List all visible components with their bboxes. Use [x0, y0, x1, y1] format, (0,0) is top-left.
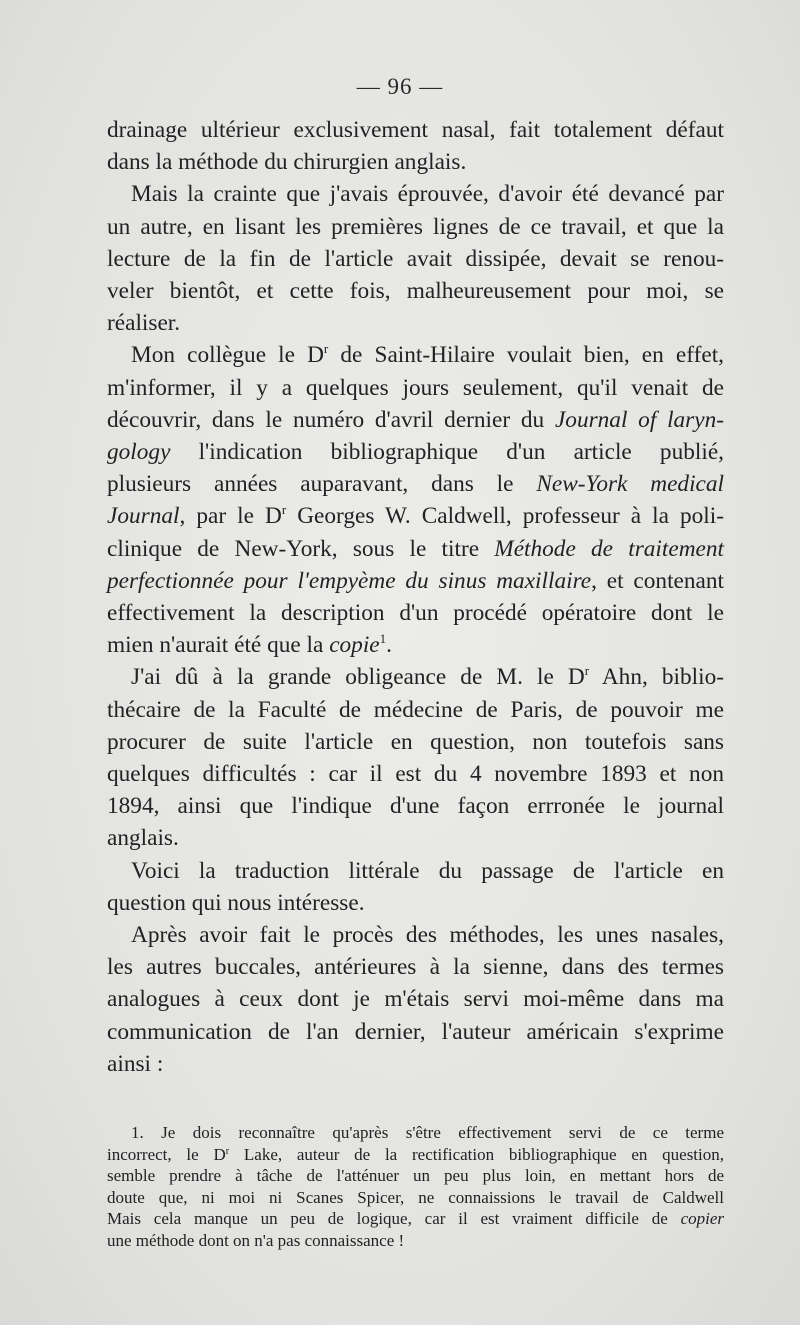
footnote-line: semble prendre à tâche de l'atténuer un peu plus loin, en mettant hors de — [107, 1166, 724, 1185]
text-line: plusieurs années auparavant, dans le New-York medical — [107, 471, 725, 498]
text-line: communication de l'an dernier, l'auteur américain s'exprime — [107, 1018, 724, 1045]
footnote — [107, 1122, 724, 1251]
footnote-line: incorrect, le $D^r$ Lake, auteur de la rectification bibliographique en question, — [107, 1144, 725, 1164]
footnote-line: doute que, ni moi ni Scanes Spicer, ne connaissions le travail de Caldwell — [107, 1187, 724, 1207]
text-line: drainage ultérieur exclusivement nasal, fait totalement défaut — [107, 117, 724, 143]
text-line: perfectionnée pour l'empyème du sinus maxillaire, et contenant — [107, 567, 724, 594]
text-line: les autres buccales, antérieures à la sienne, dans des termes — [107, 954, 724, 981]
text-line: anglais. — [107, 825, 179, 852]
text-line: mien n'aurait été que la copie$^1$. — [107, 631, 392, 659]
text-line: effectivement la description d'un procédé opératoire dont le — [107, 600, 724, 627]
text-line: question qui nous intéresse. — [107, 889, 365, 916]
text-line: Voici la traduction littérale du passage de l'article en — [131, 857, 724, 884]
page-number: — 96 — — [356, 74, 444, 99]
text-line: gology l'indication bibliographique d'un article publié, — [107, 439, 724, 466]
text-line: un autre, en lisant les premières lignes de ce travail, et que la — [107, 213, 724, 240]
text-line: clinique de New-York, sous le titre Méthode de traitement — [107, 535, 724, 562]
journal-title: Journal — [107, 503, 180, 530]
journal-title: gology — [107, 439, 171, 466]
text-line: réaliser. — [107, 310, 181, 337]
text-line: 1894, ainsi que l'indique d'une façon errronée le journal — [107, 793, 724, 820]
text-line: veler bientôt, et cette fois, malheureusement pour moi, se — [107, 278, 724, 305]
text-line: procurer de suite l'article en question, non toutefois sans — [107, 728, 724, 755]
footnote-line: Mais cela manque un peu de logique, car il est vraiment difficile de copier — [107, 1209, 724, 1228]
text-line: quelques difficultés : car il est du 4 novembre 1893 et non — [107, 761, 724, 788]
text-line: ainsi : — [107, 1050, 164, 1077]
footnote-line: 1. Je dois reconnaître qu'après s'être effectivement servi de ce terme — [131, 1123, 724, 1142]
text-line: thécaire de la Faculté de médecine de Paris, de pouvoir me — [107, 696, 724, 723]
journal-title: New-York medical — [536, 471, 725, 498]
text-line: Mon collègue le $D^r$ de Saint-Hilaire voulait bien, en effet, — [131, 341, 724, 369]
text-line: Après avoir fait le procès des méthodes, les unes nasales, — [131, 922, 724, 949]
text-line: dans la méthode du chirurgien anglais. — [107, 149, 467, 176]
text-line: analogues à ceux dont je m'étais servi moi-même dans ma — [107, 986, 724, 1013]
article-title: perfectionnée pour l'empyème du sinus maxillaire — [107, 567, 592, 594]
text-line: m'informer, il y a quelques jours seulement, qu'il venait de — [107, 374, 724, 401]
article-title: Méthode de traitement — [494, 535, 724, 562]
body-text — [107, 114, 724, 1080]
text-line: J'ai dû à la grande obligeance de M. le $D^r$ Ahn, biblio- — [131, 663, 724, 691]
journal-title: Journal of laryn- — [554, 406, 724, 433]
footnote-line: une méthode dont on n'a pas connaissance ! — [107, 1230, 405, 1250]
footnote-ref: 1 — [379, 631, 387, 647]
text-line: Mais la crainte que j'avais éprouvée, d'avoir été devancé par — [131, 181, 724, 208]
text-line: Journal, par le $D^r$ Georges W. Caldwell, professeur à la poli- — [107, 502, 724, 530]
text-line: lecture de la fin de l'article avait dissipée, devait se renou- — [107, 245, 724, 272]
text-line: découvrir, dans le numéro d'avril dernier du Journal of laryn- — [107, 406, 724, 433]
